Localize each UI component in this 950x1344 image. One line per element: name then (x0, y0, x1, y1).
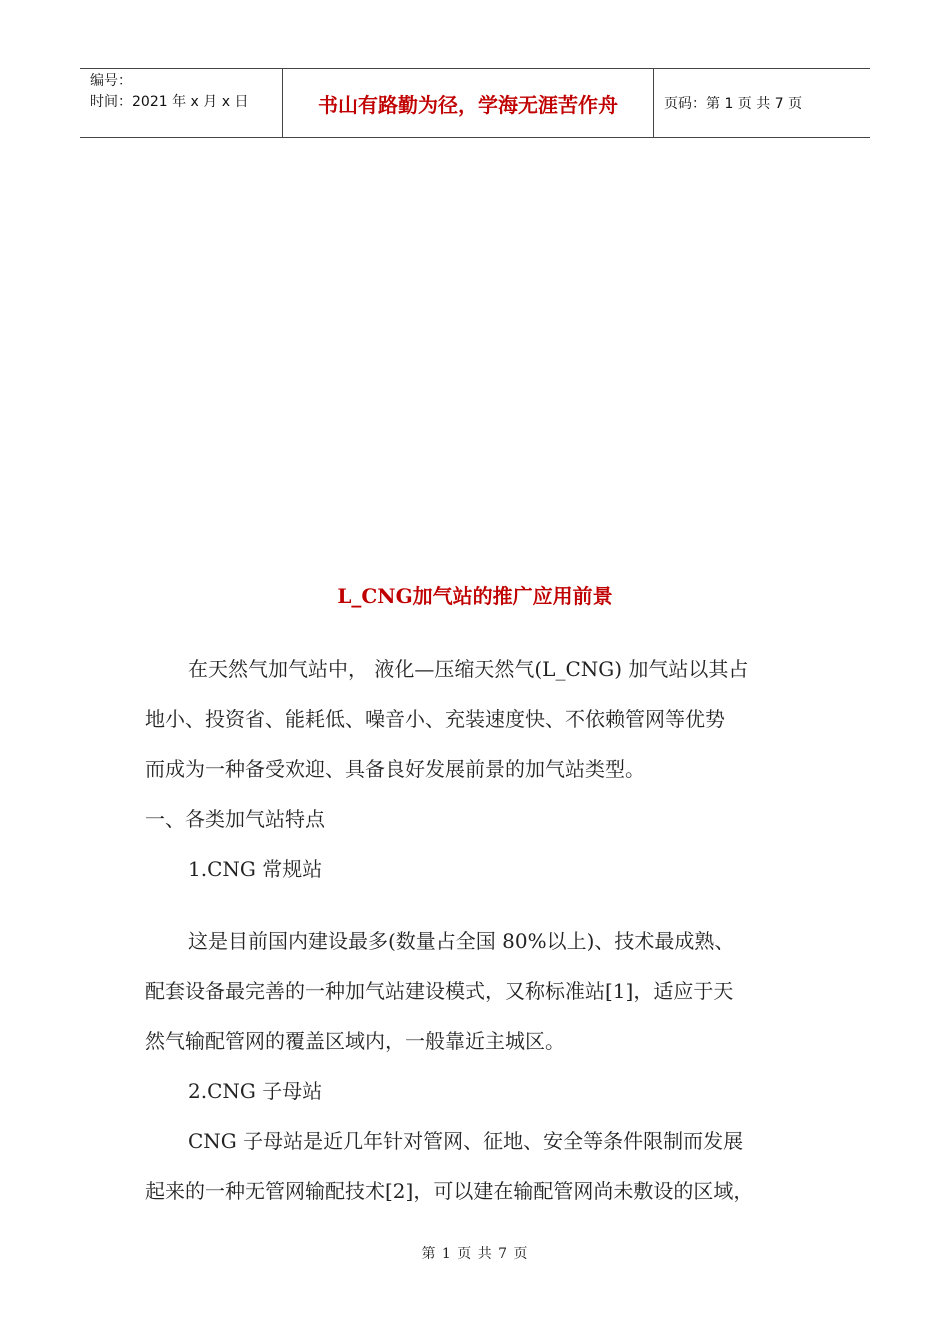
page-footer: 第 1 页 共 7 页 (421, 1246, 529, 1262)
sub1-paragraph (145, 916, 825, 1066)
document-title: L_CNG加气站的推广应用前景 (337, 584, 613, 608)
sub2-paragraph (145, 1116, 825, 1216)
section1-heading: 一、各类加气站特点 (145, 807, 325, 831)
sub1-line: 配套设备最完善的一种加气站建设模式，又称标准站[1]，适应于天 (145, 979, 734, 1003)
header-page-info: 页码：第 1 页 共 7 页 (664, 96, 803, 112)
sub2-line: 起来的一种无管网输配技术[2]，可以建在输配管网尚未敷设的区域， (145, 1179, 754, 1203)
document-date-label: 时间：2021 年 x 月 x 日 (90, 94, 249, 110)
intro-line: 而成为一种备受欢迎、具备良好发展前景的加气站类型。 (145, 757, 645, 781)
sub1-heading: 1.CNG 常规站 (188, 857, 323, 881)
subsection-heading (145, 1066, 825, 1116)
intro-paragraph (145, 644, 825, 794)
intro-line: 地小、投资省、能耗低、噪音小、充装速度快、不依赖管网等优势 (145, 707, 725, 731)
section-heading (145, 794, 825, 844)
header-motto: 书山有路勤为径，学海无涯苦作舟 (282, 69, 654, 137)
subsection-heading (145, 844, 825, 894)
sub1-line: 这是目前国内建设最多(数量占全国 80%以上)、技术最成熟、 (188, 929, 735, 953)
sub2-heading: 2.CNG 子母站 (188, 1079, 323, 1103)
document-number-label: 编号： (90, 73, 132, 89)
sub1-line: 然气输配管网的覆盖区域内，一般靠近主城区。 (145, 1029, 565, 1053)
sub2-line: CNG 子母站是近几年针对管网、征地、安全等条件限制而发展 (188, 1129, 744, 1153)
document-header (80, 68, 870, 138)
header-meta (80, 69, 282, 137)
intro-line: 在天然气加气站中， 液化—压缩天然气(L_CNG) 加气站以其占 (188, 657, 749, 681)
